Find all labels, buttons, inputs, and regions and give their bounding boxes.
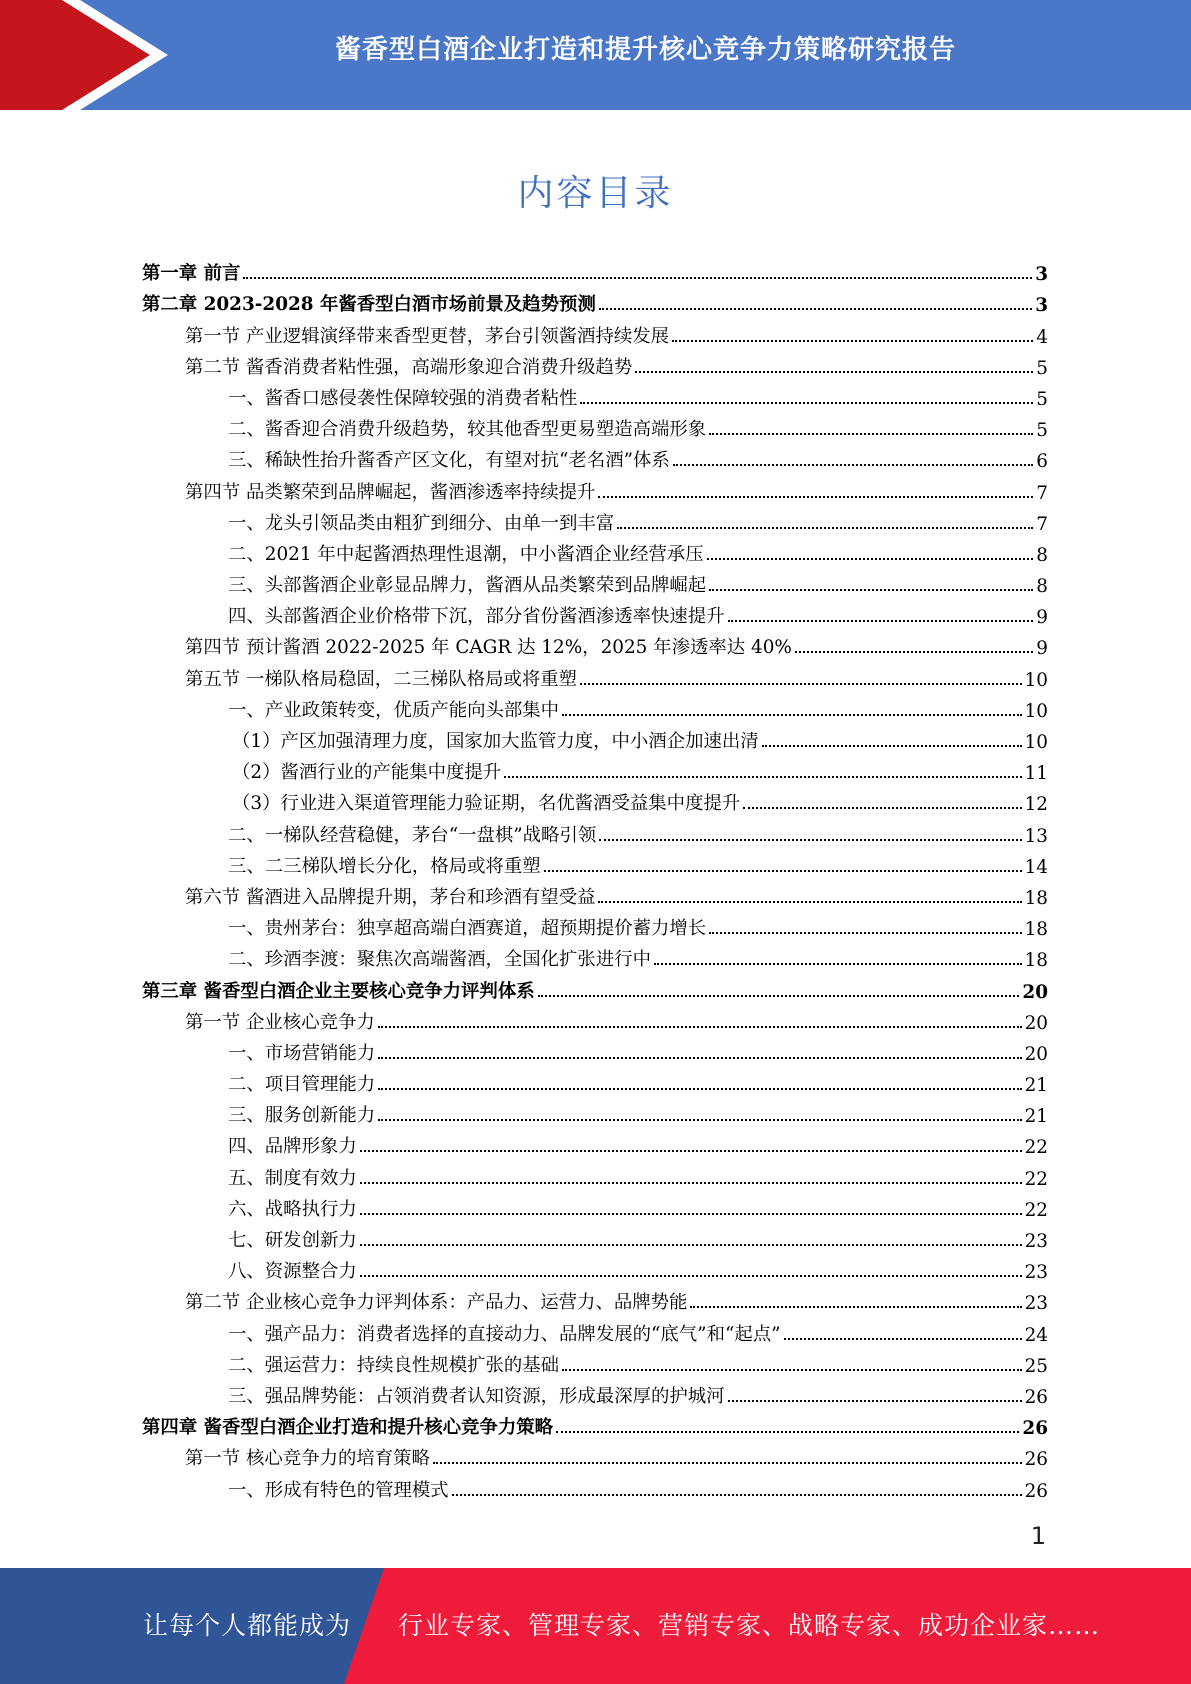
toc-entry[interactable]: [142, 1377, 1048, 1408]
toc-entry[interactable]: [142, 254, 1048, 285]
toc-entry-label: 二、2021 年中起酱酒热理性退潮，中小酱酒企业经营承压: [228, 543, 704, 565]
toc-entry[interactable]: [142, 566, 1048, 597]
toc-entry[interactable]: [142, 1158, 1048, 1189]
toc-leader-dots: [378, 1088, 1021, 1090]
toc-entry-page: 8: [1036, 544, 1048, 566]
toc-entry-label: 第六节 酱酒进入品牌提升期，茅台和珍酒有望受益: [185, 886, 596, 908]
toc-entry[interactable]: [142, 784, 1048, 815]
toc-entry-label: 一、贵州茅台：独享超高端白酒赛道，超预期提价蓄力增长: [228, 918, 707, 940]
toc-entry-page: 22: [1024, 1199, 1048, 1221]
toc-entry-label: 一、形成有特色的管理模式: [228, 1479, 449, 1501]
toc-entry-page: 26: [1024, 1386, 1048, 1408]
footer-banner: [0, 1568, 1191, 1684]
toc-entry-page: 13: [1024, 825, 1048, 847]
toc-entry[interactable]: [142, 379, 1048, 410]
toc-entry[interactable]: [142, 285, 1048, 316]
toc-entry[interactable]: [142, 504, 1048, 535]
toc-entry[interactable]: [142, 1034, 1048, 1065]
toc-entry-label: 五、制度有效力: [228, 1167, 357, 1189]
toc-entry[interactable]: [142, 1003, 1048, 1034]
toc-entry[interactable]: [142, 1470, 1048, 1501]
toc-entry-page: 18: [1024, 919, 1048, 941]
toc-entry[interactable]: [142, 1314, 1048, 1345]
toc-entry-label: 二、项目管理能力: [228, 1074, 376, 1096]
toc-entry-page: 26: [1024, 1449, 1048, 1471]
toc-entry-page: 24: [1024, 1324, 1048, 1346]
toc-entry[interactable]: [142, 441, 1048, 472]
toc-entry[interactable]: [142, 348, 1048, 379]
toc-entry[interactable]: [142, 1252, 1048, 1283]
toc-leader-dots: [562, 1369, 1022, 1371]
toc-entry[interactable]: [142, 1283, 1048, 1314]
toc-entry-page: 25: [1024, 1355, 1048, 1377]
toc-entry[interactable]: [142, 722, 1048, 753]
toc-entry-label: 一、酱香口感侵袭性保障较强的消费者粘性: [228, 387, 578, 409]
toc-entry-label: 第一节 产业逻辑演绎带来香型更替，茅台引领酱酒持续发展: [185, 325, 670, 347]
toc-leader-dots: [580, 402, 1033, 404]
toc-entry-label: 四、品牌形象力: [228, 1136, 357, 1158]
toc-entry[interactable]: [142, 1439, 1048, 1470]
toc-leader-dots: [360, 1213, 1022, 1215]
toc-leader-dots: [360, 1244, 1022, 1246]
table-of-contents: [142, 254, 1048, 1502]
toc-leader-dots: [538, 995, 1020, 997]
toc-entry-label: 三、头部酱酒企业彰显品牌力，酱酒从品类繁荣到品牌崛起: [228, 575, 707, 597]
toc-leader-dots: [598, 496, 1033, 498]
toc-entry-label: 四、头部酱酒企业价格带下沉，部分省份酱酒渗透率快速提升: [228, 606, 725, 628]
toc-entry-label: 一、市场营销能力: [228, 1042, 376, 1064]
toc-entry[interactable]: [142, 472, 1048, 503]
toc-leader-dots: [452, 1494, 1022, 1496]
toc-leader-dots: [243, 277, 1032, 279]
toc-entry[interactable]: [142, 1408, 1048, 1439]
report-title: 酱香型白酒企业打造和提升核心竞争力策略研究报告: [334, 35, 956, 65]
toc-entry-label: 第四节 品类繁荣到品牌崛起，酱酒渗透率持续提升: [185, 481, 596, 503]
toc-leader-dots: [728, 620, 1034, 622]
toc-leader-dots: [599, 308, 1032, 310]
toc-leader-dots: [743, 807, 1021, 809]
toc-entry[interactable]: [142, 659, 1048, 690]
toc-entry[interactable]: [142, 597, 1048, 628]
toc-entry-label: 第四章 酱香型白酒企业打造和提升核心竞争力策略: [142, 1417, 553, 1439]
toc-entry[interactable]: [142, 1221, 1048, 1252]
toc-entry-label: （2）酱酒行业的产能集中度提升: [232, 762, 502, 784]
toc-entry[interactable]: [142, 1127, 1048, 1158]
toc-entry-label: 二、强运营力：持续良性规模扩张的基础: [228, 1354, 560, 1376]
toc-entry-label: 第一节 企业核心竞争力: [185, 1011, 375, 1033]
toc-entry-page: 7: [1036, 513, 1048, 535]
toc-entry-page: 26: [1022, 1418, 1048, 1440]
toc-entry-label: 第一章 前言: [142, 263, 241, 285]
toc-entry-label: 一、产业政策转变，优质产能向头部集中: [228, 699, 560, 721]
toc-entry-label: 三、二三梯队增长分化，格局或将重塑: [228, 855, 541, 877]
toc-leader-dots: [709, 589, 1033, 591]
toc-entry[interactable]: [142, 1190, 1048, 1221]
toc-entry-page: 5: [1036, 388, 1048, 410]
toc-leader-dots: [360, 1150, 1022, 1152]
toc-entry-label: 第四节 预计酱酒 2022-2025 年 CAGR 达 12%，2025 年渗透率达 40%: [185, 637, 792, 659]
toc-entry-label: 二、珍酒李渡：聚焦次高端酱酒，全国化扩张进行中: [228, 949, 651, 971]
toc-entry-page: 20: [1022, 981, 1048, 1003]
toc-entry-page: 3: [1035, 264, 1048, 286]
toc-entry[interactable]: [142, 1346, 1048, 1377]
toc-leader-dots: [378, 1057, 1021, 1059]
toc-entry-page: 18: [1024, 950, 1048, 972]
toc-entry-page: 20: [1024, 1043, 1048, 1065]
toc-entry[interactable]: [142, 410, 1048, 441]
toc-entry[interactable]: [142, 1096, 1048, 1127]
footer-slogan-right: 行业专家、管理专家、营销专家、战略专家、成功企业家……: [398, 1611, 1101, 1640]
toc-entry[interactable]: [142, 535, 1048, 566]
toc-leader-dots: [617, 527, 1033, 529]
toc-leader-dots: [580, 683, 1022, 685]
toc-entry[interactable]: [142, 691, 1048, 722]
toc-entry[interactable]: [142, 909, 1048, 940]
toc-entry-page: 3: [1035, 295, 1048, 317]
toc-entry-page: 10: [1024, 700, 1048, 722]
toc-leader-dots: [728, 1400, 1022, 1402]
toc-leader-dots: [690, 1306, 1021, 1308]
toc-entry-page: 10: [1024, 669, 1048, 691]
toc-entry-page: 14: [1024, 856, 1048, 878]
toc-leader-dots: [544, 870, 1022, 872]
toc-entry-label: 第二节 企业核心竞争力评判体系：产品力、运营力、品牌势能: [185, 1292, 688, 1314]
toc-entry-label: 第二章 2023-2028 年酱香型白酒市场前景及趋势预测: [142, 294, 596, 316]
toc-leader-dots: [709, 932, 1021, 934]
toc-entry-page: 22: [1024, 1137, 1048, 1159]
toc-entry-label: 一、龙头引领品类由粗犷到细分、由单一到丰富: [228, 512, 615, 534]
toc-entry-page: 23: [1024, 1293, 1048, 1315]
toc-leader-dots: [504, 776, 1021, 778]
toc-entry-label: （3）行业进入渠道管理能力验证期，名优酱酒受益集中度提升: [232, 793, 741, 815]
toc-entry-label: 第三章 酱香型白酒企业主要核心竞争力评判体系: [142, 980, 535, 1002]
toc-leader-dots: [709, 433, 1033, 435]
toc-entry-label: （1）产区加强清理力度，国家加大监管力度，中小酒企加速出清: [232, 731, 759, 752]
toc-entry-page: 12: [1024, 794, 1048, 816]
toc-entry-label: 二、一梯队经营稳健，茅台“一盘棋”战略引领: [228, 824, 597, 846]
toc-entry[interactable]: [142, 815, 1048, 846]
toc-entry-label: 三、稀缺性抬升酱香产区文化，有望对抗“老名酒”体系: [228, 450, 670, 472]
toc-leader-dots: [433, 1462, 1022, 1464]
toc-entry-page: 23: [1024, 1231, 1048, 1252]
toc-entry-page: 6: [1036, 451, 1048, 473]
toc-leader-dots: [599, 839, 1021, 841]
header-bar: [0, 0, 1191, 110]
toc-entry[interactable]: [142, 847, 1048, 878]
toc-entry-page: 5: [1036, 420, 1048, 442]
toc-leader-dots: [360, 1275, 1022, 1277]
toc-entry-page: 9: [1036, 607, 1048, 629]
toc-leader-dots: [556, 1431, 1019, 1433]
toc-leader-dots: [562, 714, 1022, 716]
toc-entry-label: 三、服务创新能力: [228, 1105, 376, 1127]
toc-entry-page: 21: [1024, 1106, 1048, 1128]
toc-entry-label: 六、战略执行力: [228, 1198, 357, 1220]
toc-entry-label: 七、研发创新力: [228, 1230, 357, 1251]
footer-slogan-left: 让每个人都能成为: [143, 1611, 352, 1640]
toc-entry-label: 第五节 一梯队格局稳固，二三梯队格局或将重塑: [185, 668, 578, 690]
toc-leader-dots: [762, 745, 1022, 747]
toc-entry[interactable]: [142, 971, 1048, 1002]
toc-entry-page: 21: [1024, 1075, 1048, 1097]
toc-entry-page: 4: [1036, 326, 1048, 348]
page-number: 1: [1030, 1522, 1046, 1550]
toc-entry-label: 三、强品牌势能：占领消费者认知资源，形成最深厚的护城河: [228, 1385, 725, 1407]
toc-entry-page: 23: [1024, 1262, 1048, 1284]
toc-entry-page: 7: [1036, 482, 1048, 504]
toc-entry[interactable]: [142, 940, 1048, 971]
toc-leader-dots: [378, 1026, 1022, 1028]
toc-entry[interactable]: [142, 878, 1048, 909]
toc-entry-page: 5: [1036, 357, 1048, 379]
toc-entry-page: 9: [1036, 638, 1048, 660]
toc-entry-page: 18: [1024, 887, 1048, 909]
toc-entry-page: 20: [1024, 1012, 1048, 1034]
toc-heading: 内容目录: [517, 173, 674, 214]
toc-entry[interactable]: [142, 316, 1048, 347]
toc-entry-page: 8: [1036, 576, 1048, 598]
toc-leader-dots: [784, 1338, 1022, 1340]
toc-leader-dots: [707, 558, 1034, 560]
toc-entry-label: 第二节 酱香消费者粘性强，高端形象迎合消费升级趋势: [185, 356, 633, 378]
toc-entry[interactable]: [142, 753, 1048, 784]
toc-entry-page: 11: [1024, 763, 1048, 785]
toc-leader-dots: [635, 371, 1033, 373]
toc-leader-dots: [654, 963, 1022, 965]
toc-entry-label: 一、强产品力：消费者选择的直接动力、品牌发展的“底气”和“起点”: [228, 1323, 781, 1345]
toc-entry-label: 二、酱香迎合消费升级趋势，较其他香型更易塑造高端形象: [228, 419, 707, 441]
toc-entry-page: 22: [1024, 1168, 1048, 1190]
toc-entry-label: 八、资源整合力: [228, 1261, 357, 1283]
toc-leader-dots: [795, 651, 1033, 653]
toc-entry-label: 第一节 核心竞争力的培育策略: [185, 1448, 430, 1470]
toc-entry-page: 10: [1024, 732, 1048, 753]
toc-entry[interactable]: [142, 628, 1048, 659]
toc-entry[interactable]: [142, 1065, 1048, 1096]
toc-leader-dots: [598, 901, 1021, 903]
toc-leader-dots: [673, 464, 1034, 466]
toc-entry-page: 26: [1024, 1480, 1048, 1502]
toc-leader-dots: [378, 1119, 1021, 1121]
toc-leader-dots: [360, 1182, 1022, 1184]
toc-leader-dots: [672, 340, 1033, 342]
